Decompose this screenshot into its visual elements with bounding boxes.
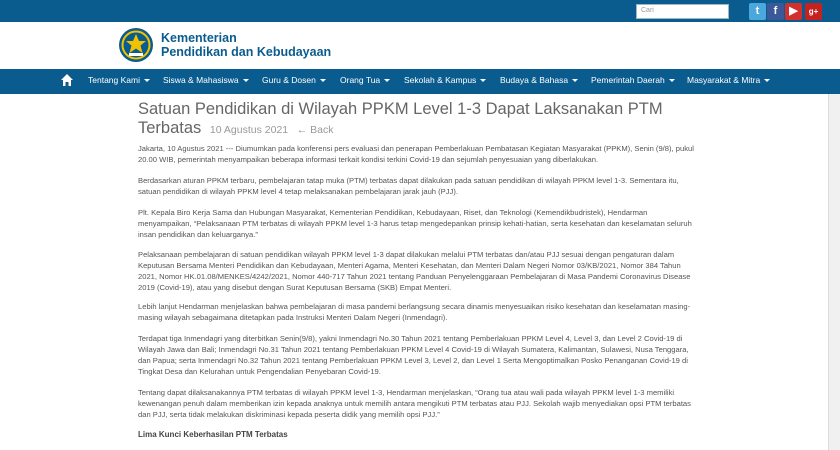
back-link[interactable]: ← Back [296,124,334,136]
nav-label: Siswa & Mahasiswa [163,75,239,85]
site-header [0,22,840,69]
caret-down-icon [764,79,770,82]
nav-label: Masyarakat & Mitra [687,75,761,85]
nav-item-siswa-mahasiswa[interactable] [163,75,249,85]
nav-item-budaya-bahasa[interactable] [500,75,578,85]
org-name-line2[interactable]: Pendidikan dan Kebudayaan [161,45,332,59]
nav-label: Tentang Kami [88,75,140,85]
article-paragraph-5: Lebih lanjut Hendarman menjelaskan bahwa pembelajaran di masa pandemi berlangsung secara dinamis menyesuaikan risiko kesehatan dan keselamatan masing-masing wilayah sebagaimana ditetapkan pada Instruksi Menteri Dalam Negeri (Inmendagri). [138,302,691,322]
caret-down-icon [669,79,675,82]
article-paragraph-1: Jakarta, 10 Agustus 2021 --- Diumumkan pada konferensi pers evaluasi dan penerapan Pemberlakuan Pembatasan Kegiatan Masyarakat (PPKM), Senin (9/8), pukul 20.00 WIB, pemerintah menyampaikan beberapa informasi terkait kondisi terkini Covid-19 dan sejumlah penyesuaian yang diberlakukan. [138,144,694,164]
article-paragraph-6: Terdapat tiga Inmendagri yang diterbitkan Senin(9/8), yakni Inmendagri No.30 Tahun 2021 tentang Pemberlakuan PPKM Level 4, Level 3, dan Level 2 Covid-19 di Wilayah Jawa dan Bali; Inmendagri No.31 Tahun 2021 tentang Pemberlakuan PPKM Level 4 Covid-19 di Wilayah Sumatera, Kalimantan, Sulawesi, Nusa Tenggara, dan Papua; serta Inmendagri No.32 Tahun 2021 tentang Pemberlakuan PPKM Level 3, Level 2, dan Level 1 Serta Mengoptimalkan Posko Penanganan Covid-19 di Tingkat Desa dan Kelurahan untuk Pengendalian Penyebaran Covid-19. [138,334,689,376]
caret-down-icon [384,79,390,82]
scrollbar[interactable] [829,94,840,450]
main-nav [0,69,840,94]
caret-down-icon [480,79,486,82]
kemdikbud-logo-icon[interactable] [118,27,154,63]
nav-item-sekolah-kampus[interactable] [404,75,486,85]
caret-down-icon [320,79,326,82]
nav-label: Sekolah & Kampus [404,75,477,85]
article-paragraph-2: Berdasarkan aturan PPKM terbaru, pembelajaran tatap muka (PTM) terbatas dapat dilakukan pada satuan pendidikan di wilayah PPKM level 1-3. Sementara itu, satuan pendidikan di wilayah PPKM level 4 tetap melaksanakan pembelajaran jarak jauh (PJJ). [138,176,679,196]
nav-label: Orang Tua [340,75,381,85]
facebook-icon[interactable]: f [767,3,784,20]
article-paragraph-7: Tentang dapat dilaksanakannya PTM terbatas di wilayah PPKM level 1-3, Hendarman menjelaskan, “Orang tua atau wali pada wilayah PPKM level 1-3 memiliki kewenangan penuh dalam memberikan izin kepada anaknya untuk memilih antara mengikuti PTM terbatas atau PJJ. Sekolah wajib menyediakan opsi PTM terbatas dan PJJ, serta tidak melakukan diskriminasi kepada peserta didik yang memilih opsi PJJ.” [138,388,691,419]
article-date: 10 Agustus 2021 [209,124,289,136]
nav-item-pemerintah-daerah[interactable] [591,75,675,85]
article-paragraph-4: Pelaksanaan pembelajaran di satuan pendidikan wilayah PPKM level 1-3 dapat dilakukan melalui PTM terbatas dan/atau PJJ sesuai dengan pengaturan dalam Keputusan Bersama Menteri Pendidikan dan Kebudayaan, Menteri Agama, Menteri Kesehatan, dan Menteri Dalam Negeri Nomor 03/KB/2021, Nomor 384 Tahun 2021, Nomor HK.01.08/MENKES/4242/2021, Nomor 440-717 Tahun 2021 tentang Panduan Penyelenggaraan Pembelajaran di Masa Pandemi Coronavirus Disease 2019 (Covid-19), atau yang disebut dengan Surat Keputusan Bersama (SKB) Empat Menteri. [138,250,691,292]
article-paragraph-3: Plt. Kepala Biro Kerja Sama dan Hubungan Masyarakat, Kementerian Pendidikan, Kebudayaan, Riset, dan Teknologi (Kemendikbudristek), Hendarman menyampaikan, “Pelaksanaan PTM terbatas di wilayah PPKM level 1-3 harus tetap mengedepankan prinsip kehati-hatian, serta kesehatan dan keselamatan seluruh insan pendidikan dan keluarganya.” [138,208,692,239]
home-icon[interactable] [60,73,74,87]
caret-down-icon [144,79,150,82]
nav-label: Budaya & Bahasa [500,75,569,85]
youtube-icon[interactable]: ▶ [785,3,802,20]
search-input[interactable]: Cari [636,4,729,19]
nav-item-tentang-kami[interactable] [88,75,150,85]
caret-down-icon [572,79,578,82]
nav-label: Guru & Dosen [262,75,316,85]
caret-down-icon [243,79,249,82]
article-title [138,100,698,140]
twitter-icon[interactable]: t [749,3,766,20]
nav-item-guru-dosen[interactable] [262,75,326,85]
nav-item-orang-tua[interactable] [340,75,390,85]
nav-label: Pemerintah Daerah [591,75,665,85]
article-subheading: Lima Kunci Keberhasilan PTM Terbatas [138,430,288,439]
googleplus-icon[interactable]: g+ [805,3,822,20]
org-name-line1[interactable]: Kementerian [161,31,237,45]
article-title-text: Satuan Pendidikan di Wilayah PPKM Level 1-3 Dapat Laksanakan PTM Terbatas [138,100,663,137]
nav-item-masyarakat-mitra[interactable] [687,75,770,85]
